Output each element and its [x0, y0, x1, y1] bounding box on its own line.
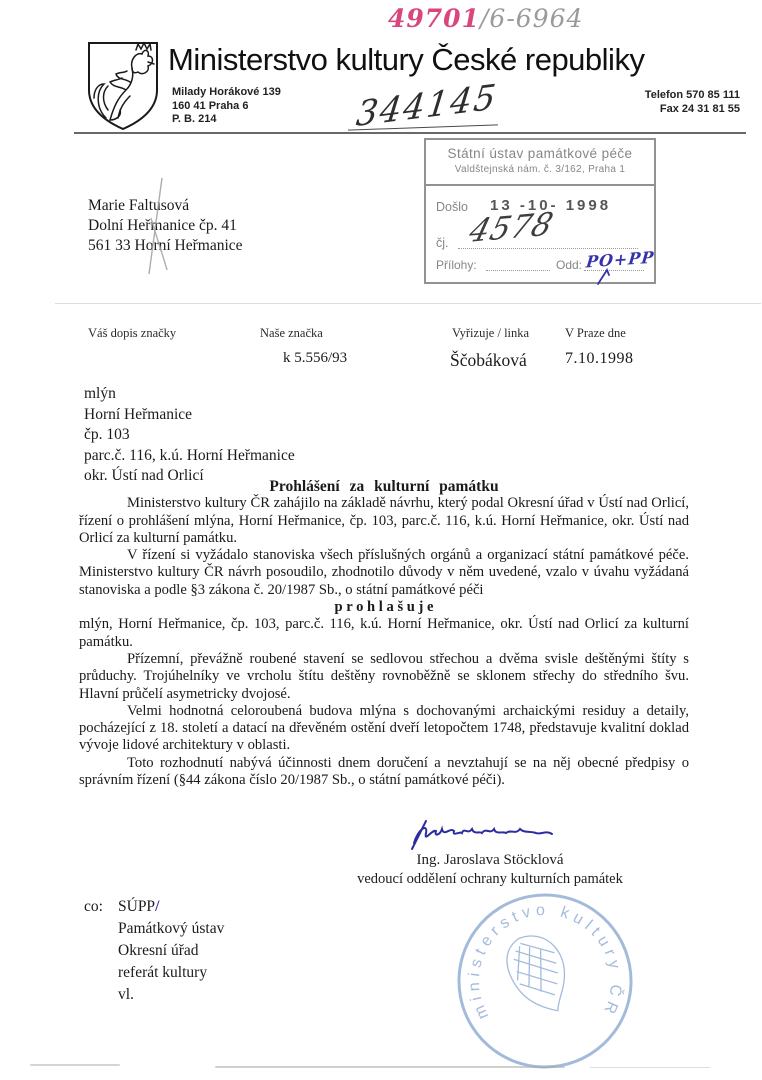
paragraph: V řízení si vyžádalo stanoviska všech příslušných orgánů a organizací státní památkové péče. Ministerstvo kultury ČR návrh posoudilo, zhodnotilo důvody v něm uvedené, vzalo v úvahu vyžádaná stanoviska a podle §3 zákona č. 20/1987 Sb., o státní památkové péči — [79, 547, 689, 598]
paragraph: Ministerstvo kultury ČR zahájilo na základě návrhu, který podal Okresní úřad v Ústí nad Orlicí, řízení o prohlášení mlýna, Horní Heřmanice, čp. 103, parc.č. 116, k.ú. Horní Heřmanice, okr. Ústí nad Orlicí za kulturní památku. — [79, 495, 689, 546]
ministry-contact — [645, 88, 740, 116]
stamp-org-name: Státní ústav památkové péče — [447, 146, 633, 161]
ref-col-label: Vyřizuje / linka — [452, 326, 530, 340]
scan-smudge — [30, 1064, 120, 1066]
subject-line: okr. Ústí nad Orlicí — [84, 467, 204, 484]
ref-col-label: V Praze dne — [565, 326, 626, 340]
received-label: Došlo — [436, 200, 468, 214]
letter-title: Prohlášení za kulturní památku — [269, 478, 499, 495]
header-divider — [74, 132, 746, 134]
handwritten-signature — [408, 817, 558, 857]
recipient-line: Marie Faltusová — [88, 197, 190, 214]
received-date: 13 -10- 1998 — [490, 197, 612, 214]
subject-line: čp. 103 — [84, 426, 130, 443]
handwritten-registry-number: 344145 — [354, 76, 500, 136]
signer-name: Ing. Jaroslava Stöcklová — [416, 852, 564, 868]
handwritten-file-number — [388, 4, 583, 34]
subject-line: Horní Heřmanice — [84, 405, 193, 423]
handled-by-value: Ščobáková — [450, 350, 527, 370]
file-number-grey: /6-6964 — [479, 4, 584, 33]
seal-text: ministerstvo kultury ČR — [465, 901, 625, 1022]
subject-line: parc.č. 116, k.ú. Horní Heřmanice — [84, 446, 295, 464]
pen-arrow-icon — [596, 268, 612, 286]
handwritten-dept: PO+PP — [585, 247, 656, 272]
paragraph: Velmi hodnotná celoroubená budova mlýna s dochovanými archaickými residuy a detaily, pocházející z 18. století a datací na dřevěném ostění dveří letopočtem 1748, představuje kvalitní doklad vývoje lidové architektury v oblasti. — [79, 702, 689, 754]
cc-item: Památkový ústav — [118, 920, 225, 937]
coat-of-arms-icon — [84, 40, 164, 135]
address-line: Milady Horákové 139 — [172, 86, 281, 98]
date-value: 7.10.1998 — [565, 350, 634, 367]
paragraph: Přízemní, převážně roubené stavení se sedlovou střechou a dvěma svisle deštěnými štíty s průduchy. Trojúhelníky ve vrcholu štítu deštěny rovnoběžně se sklonem střechy do středního švu. Hlavní průčelí asymetricky dvojosé. — [79, 650, 689, 702]
ref-col-label: Naše značka — [260, 326, 323, 340]
ministry-title: Ministerstvo kultury České republiky — [168, 42, 645, 77]
official-round-seal — [450, 886, 640, 1076]
ref-label: čj. — [436, 236, 449, 250]
paragraph: mlýn, Horní Heřmanice, čp. 103, parc.č. 116, k.ú. Horní Heřmanice, okr. Ústí nad Orlicí za kulturní památku. — [79, 616, 689, 650]
stamp-divider — [426, 184, 654, 186]
address-line: P. B. 214 — [172, 113, 217, 125]
scan-smudge — [215, 1066, 565, 1068]
subject-line: mlýn — [84, 385, 116, 402]
fax-line: Fax 24 31 81 55 — [659, 103, 740, 115]
cc-block — [84, 896, 224, 1006]
svg-text:ministerstvo kultury ČR — [450, 886, 640, 1076]
received-stamp — [424, 138, 656, 284]
paragraph: Toto rozhodnutí nabývá účinnosti dnem doručení a nevztahují se na něj obecné předpisy o správním řízení (§44 zákona číslo 20/1987 Sb., o státní památkové péči). — [79, 754, 689, 789]
cc-first: SÚPP — [118, 898, 156, 915]
dept-label: Odd: — [556, 258, 583, 272]
signer-role: vedoucí oddělení ochrany kulturních památek — [357, 871, 623, 887]
file-number-red: 49701 — [388, 4, 480, 33]
pencil-check-marks — [138, 176, 182, 280]
stamp-org-address: Valdštejnská nám. č. 3/162, Praha 1 — [454, 164, 626, 175]
ref-col-label: Váš dopis značky — [88, 326, 177, 340]
letter-body — [79, 478, 689, 789]
cc-item: vl. — [118, 986, 134, 1003]
address-line: 160 41 Praha 6 — [172, 99, 249, 112]
phone-line: Telefon 570 85 111 — [644, 89, 740, 101]
ministry-address — [172, 86, 281, 127]
cc-label: co: — [84, 898, 103, 915]
cc-item: Okresní úřad — [118, 942, 199, 959]
scan-smudge — [590, 1067, 710, 1068]
dotted-line — [486, 270, 550, 271]
recipient-line: 561 33 Horní Heřmanice — [88, 237, 243, 254]
recipient-line: Dolní Heřmanice čp. 41 — [88, 217, 237, 234]
enclosures-label: Přílohy: — [436, 258, 477, 272]
pen-check-mark: / — [155, 898, 160, 915]
handwritten-ref-number: 4578 — [465, 205, 558, 251]
subject-block — [84, 384, 295, 487]
faint-divider — [55, 303, 761, 304]
cc-item: referát kultury — [118, 964, 208, 981]
declaration-word: p r o h l a š u j e — [334, 599, 434, 616]
our-reference-value: k 5.556/93 — [283, 350, 348, 366]
